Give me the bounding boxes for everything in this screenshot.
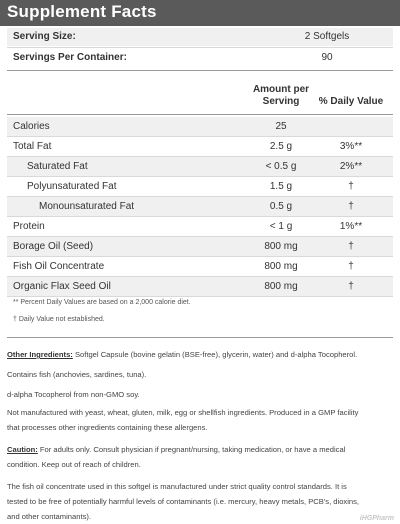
amount-per-header: Amount per	[252, 84, 310, 95]
nutrient-amount: 2.5 g	[269, 141, 293, 152]
nutrient-name: Fish Oil Concentrate	[13, 261, 105, 272]
nutrient-amount: 800 mg	[264, 241, 298, 252]
nutrient-dv: 2%**	[339, 161, 363, 172]
tocopherol-statement: d-alpha Tocopherol from non-GMO soy.	[7, 390, 140, 399]
nutrient-amount: 800 mg	[264, 261, 298, 272]
nutrient-name: Monounsaturated Fat	[39, 201, 135, 212]
fish-oil-statement-line1: The fish oil concentrate used in this softgel is manufactured under strict quality control standards. It is	[7, 482, 347, 491]
caution-label: Caution:	[7, 445, 38, 454]
divider	[7, 337, 393, 338]
other-ingredients	[7, 347, 393, 362]
other-ingredients-text: Softgel Capsule (bovine gelatin (BSE-free), glycerin, water) and d-alpha Tocopherol.	[72, 350, 358, 359]
footnote-percent	[7, 299, 393, 311]
nutrient-amount: 25	[275, 121, 287, 132]
fish-oil-statement-line2: tested to be free of potentially harmful levels of contaminants (i.e. mercury, heavy metals, PCB's, dioxins,	[7, 497, 360, 506]
nutrient-dv: †	[348, 281, 354, 292]
nutrient-row	[7, 277, 393, 296]
nutrient-dv: 3%**	[339, 141, 363, 152]
nutrient-amount: < 1 g	[269, 221, 293, 232]
nutrient-name: Total Fat	[13, 141, 52, 152]
contains-statement: Contains fish (anchovies, sardines, tuna).	[7, 370, 147, 379]
daily-value-header: % Daily Value	[318, 96, 384, 107]
serving-header: Serving	[262, 96, 300, 107]
divider	[7, 296, 393, 297]
nutrient-name: Borage Oil (Seed)	[13, 241, 94, 252]
other-ingredients-label: Other Ingredients:	[7, 350, 73, 359]
page-title: Supplement Facts	[7, 2, 157, 21]
nutrient-amount: < 0.5 g	[265, 161, 297, 172]
divider	[7, 47, 393, 48]
caution-statement	[7, 442, 393, 457]
nutrient-row	[7, 197, 393, 216]
nutrient-dv: †	[348, 261, 354, 272]
nutrient-row	[7, 137, 393, 156]
footnote-percent-text: ** Percent Daily Values are based on a 2,000 calorie diet.	[13, 299, 191, 306]
footnote-dagger-text: † Daily Value not established.	[13, 316, 105, 323]
footnote-dagger	[7, 316, 393, 328]
nutrient-dv: †	[348, 181, 354, 192]
nutrient-amount: 0.5 g	[269, 201, 293, 212]
allergen-statement-line2: that processes other ingredients containing these allergens.	[7, 423, 208, 432]
nutrient-row	[7, 117, 393, 136]
nutrient-name: Organic Flax Seed Oil	[13, 281, 111, 292]
nutrient-row	[7, 257, 393, 276]
nutrient-name: Polyunsaturated Fat	[27, 181, 117, 192]
nutrient-row	[7, 217, 393, 236]
nutrient-row	[7, 177, 393, 196]
nutrient-name: Protein	[13, 221, 45, 232]
servings-per-container-label: Servings Per Container:	[13, 52, 127, 63]
nutrient-row	[7, 157, 393, 176]
serving-size-label: Serving Size:	[13, 31, 76, 42]
column-header-row	[7, 84, 393, 110]
nutrient-amount: 1.5 g	[269, 181, 293, 192]
nutrient-dv: †	[348, 201, 354, 212]
nutrient-dv: †	[348, 241, 354, 252]
servings-per-container-value: 90	[321, 52, 333, 63]
allergen-statement-line1: Not manufactured with yeast, wheat, gluten, milk, egg or shellfish ingredients. Produced in a GMP facility	[7, 408, 359, 417]
divider	[7, 70, 393, 71]
nutrient-name: Calories	[13, 121, 50, 132]
caution-text: For adults only. Consult physician if pregnant/nursing, taking medication, or have a medical	[37, 445, 346, 454]
watermark: iHGPharm	[359, 515, 394, 522]
caution-statement-line2: condition. Keep out of reach of children.	[7, 460, 141, 469]
nutrient-row	[7, 237, 393, 256]
servings-per-container-row	[7, 49, 393, 67]
serving-size-value: 2 Softgels	[304, 31, 350, 42]
nutrient-name: Saturated Fat	[27, 161, 88, 172]
divider	[7, 114, 393, 115]
nutrient-amount: 800 mg	[264, 281, 298, 292]
supplement-facts-header	[0, 0, 400, 26]
nutrient-dv: 1%**	[339, 221, 363, 232]
fish-oil-statement-line3: and other contaminants).	[7, 512, 92, 521]
serving-size-row	[7, 28, 393, 46]
